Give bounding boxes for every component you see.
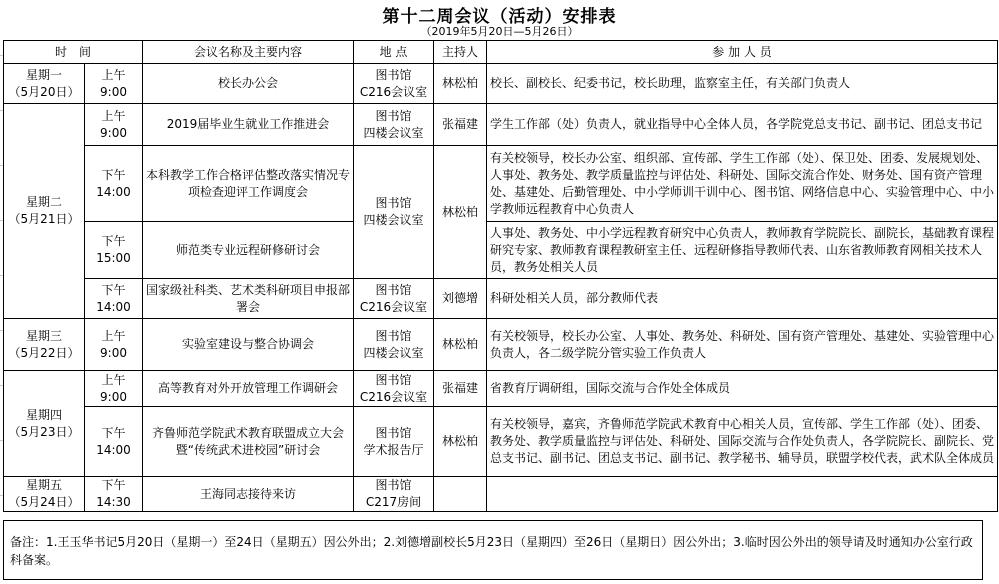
attendees-cell xyxy=(487,477,998,512)
attendees-cell: 有关校领导，校长办公室、人事处、教务处、科研处、国有资产管理处、基建处、实验管理中心负责人，各二级学院分管实验工作负责人 xyxy=(487,319,998,371)
time-clock: 14:00 xyxy=(96,299,131,314)
time-period: 下午 xyxy=(101,234,126,248)
attendees-cell: 校长、副校长、纪委书记，校长助理，监察室主任，有关部门负责人 xyxy=(487,64,998,104)
time-clock: 9:00 xyxy=(100,84,127,99)
table-row xyxy=(4,371,998,407)
header-place: 地 点 xyxy=(354,41,434,64)
day-date: （5月20日） xyxy=(8,84,80,99)
time-cell xyxy=(85,104,143,146)
place-room: 四楼会议室 xyxy=(363,125,424,140)
time-period: 上午 xyxy=(101,328,126,343)
place-cell xyxy=(354,371,434,407)
host-cell: 张福建 xyxy=(434,104,487,146)
place-building: 图书馆 xyxy=(375,425,412,440)
attendees-cell: 学生工作部（处）负责人，就业指导中心全体人员，各学院党总支书记、副书记、团总支书记 xyxy=(487,104,998,146)
attendees-cell: 科研处相关人员，部分教师代表 xyxy=(487,279,998,319)
time-period: 上午 xyxy=(101,67,126,82)
time-cell xyxy=(85,371,143,407)
date-range: （2019年5月20日—5月26日） xyxy=(420,25,579,38)
place-cell xyxy=(354,407,434,477)
meeting-name: 齐鲁师范学院武术教育联盟成立大会暨“传统武术进校园”研讨会 xyxy=(143,407,354,477)
time-clock: 14:30 xyxy=(96,495,131,509)
place-room: C217房间 xyxy=(365,495,422,509)
meeting-name: 师范类专业远程研修研讨会 xyxy=(143,222,354,279)
header-host: 主持人 xyxy=(434,41,487,64)
time-cell xyxy=(85,319,143,371)
place-building: 图书馆 xyxy=(375,372,412,387)
time-clock: 9:00 xyxy=(100,125,127,140)
host-cell: 林松柏 xyxy=(434,146,487,279)
place-building: 图书馆 xyxy=(375,282,412,297)
day-cell xyxy=(4,477,85,512)
place-room: C216会议室 xyxy=(359,299,428,314)
day-date: （5月21日） xyxy=(8,212,80,226)
day-cell xyxy=(4,319,85,371)
time-period: 上午 xyxy=(101,372,126,387)
table-row xyxy=(4,64,998,104)
day-weekday: 星期二 xyxy=(25,195,62,209)
day-date: （5月24日） xyxy=(8,495,80,509)
time-clock: 9:00 xyxy=(100,389,127,404)
day-weekday: 星期四 xyxy=(25,407,62,422)
time-period: 下午 xyxy=(101,282,126,297)
attendees-cell: 有关校领导，嘉宾，齐鲁师范学院武术教育中心相关人员，宣传部、学生工作部（处）、团委、教务处、教学质量监控与评估处、科研处、国际交流与合作处负责人，各学院院长、副院长、党总支书记、副书记、团总支书记、副书记、教学秘书、辅导员，联盟学校代表，武术队全体成员 xyxy=(487,407,998,477)
meeting-name: 实验室建设与整合协调会 xyxy=(143,319,354,371)
place-building: 图书馆 xyxy=(375,196,412,210)
place-room: 四楼会议室 xyxy=(363,345,424,360)
time-period: 下午 xyxy=(101,478,126,492)
time-clock: 9:00 xyxy=(100,345,127,360)
place-cell xyxy=(354,319,434,371)
time-clock: 15:00 xyxy=(96,251,131,265)
header-content: 会议名称及主要内容 xyxy=(143,41,354,64)
day-weekday: 星期五 xyxy=(25,478,62,492)
header-time: 时 间 xyxy=(4,41,143,64)
time-period: 下午 xyxy=(101,425,126,440)
remark-note: 备注：1.王玉华书记5月20日（星期一）至24日（星期五）因公外出；2.刘德增副校长5月23日（星期四）至26日（星期日）因公外出；3.临时因公外出的领导请及时通知办公室行政科备案。 xyxy=(3,520,983,580)
meeting-name: 国家级社科类、艺术类科研项目申报部署会 xyxy=(143,279,354,319)
attendees-cell: 省教育厅调研组，国际交流与合作处全体成员 xyxy=(487,371,998,407)
host-cell: 张福建 xyxy=(434,371,487,407)
place-room: 四楼会议室 xyxy=(363,213,424,227)
host-cell: 林松柏 xyxy=(434,407,487,477)
meeting-name: 本科教学工作合格评估整改落实情况专项检查迎评工作调度会 xyxy=(143,146,354,222)
place-room: C216会议室 xyxy=(359,389,428,404)
time-cell xyxy=(85,279,143,319)
place-cell xyxy=(354,64,434,104)
time-cell xyxy=(85,64,143,104)
day-weekday: 星期一 xyxy=(25,67,62,82)
place-building: 图书馆 xyxy=(375,478,412,492)
table-row xyxy=(4,222,998,279)
place-building: 图书馆 xyxy=(375,67,412,82)
place-building: 图书馆 xyxy=(375,328,412,343)
place-building: 图书馆 xyxy=(375,108,412,123)
day-weekday: 星期三 xyxy=(25,328,62,343)
time-cell xyxy=(85,146,143,222)
time-clock: 14:00 xyxy=(96,442,131,457)
day-cell xyxy=(4,64,85,104)
time-period: 下午 xyxy=(101,167,126,182)
table-row xyxy=(4,104,998,146)
meeting-name: 2019届毕业生就业工作推进会 xyxy=(143,104,354,146)
place-room: C216会议室 xyxy=(359,84,428,99)
meeting-name: 高等教育对外开放管理工作调研会 xyxy=(143,371,354,407)
page-title: 第十二周会议（活动）安排表 xyxy=(382,7,617,27)
host-cell: 刘德增 xyxy=(434,279,487,319)
place-room: 学术报告厅 xyxy=(363,442,424,457)
time-cell xyxy=(85,407,143,477)
place-cell xyxy=(354,279,434,319)
day-date: （5月23日） xyxy=(8,424,80,439)
meeting-name: 校长办公会 xyxy=(143,64,354,104)
table-row xyxy=(4,146,998,222)
place-cell xyxy=(354,477,434,512)
attendees-cell: 人事处、教务处、中小学远程教育研究中心负责人，教师教育学院院长、副院长，基础教育课程研究专家、教师教育课程教研室主任、远程研修指导教师代表、山东省教师教育网相关技术人员，教务处相关人员 xyxy=(487,222,998,279)
table-row xyxy=(4,477,998,512)
header-attendees: 参 加 人 员 xyxy=(487,41,998,64)
place-cell xyxy=(354,146,434,279)
host-cell: 林松柏 xyxy=(434,64,487,104)
meeting-name: 王海同志接待来访 xyxy=(143,477,354,512)
time-cell xyxy=(85,477,143,512)
time-period: 上午 xyxy=(101,108,126,123)
day-cell xyxy=(4,371,85,477)
table-row xyxy=(4,319,998,371)
schedule-table xyxy=(3,40,998,512)
place-cell xyxy=(354,104,434,146)
host-cell xyxy=(434,477,487,512)
header-row xyxy=(4,41,998,64)
host-cell: 林松柏 xyxy=(434,319,487,371)
table-row xyxy=(4,407,998,477)
attendees-cell: 有关校领导，校长办公室、组织部、宣传部、学生工作部（处）、保卫处、团委、发展规划处、人事处、教务处、教学质量监控与评估处、科研处、国际交流合作处、财务处、国有资产管理处、基建处、后勤管理处、中小学师训干训中心、图书馆、网络信息中心、实验管理中心、中小学教师远程教育中心负责人 xyxy=(487,146,998,222)
day-date: （5月22日） xyxy=(8,345,80,360)
day-cell xyxy=(4,104,85,319)
table-row xyxy=(4,279,998,319)
time-cell xyxy=(85,222,143,279)
time-clock: 14:00 xyxy=(96,184,131,199)
